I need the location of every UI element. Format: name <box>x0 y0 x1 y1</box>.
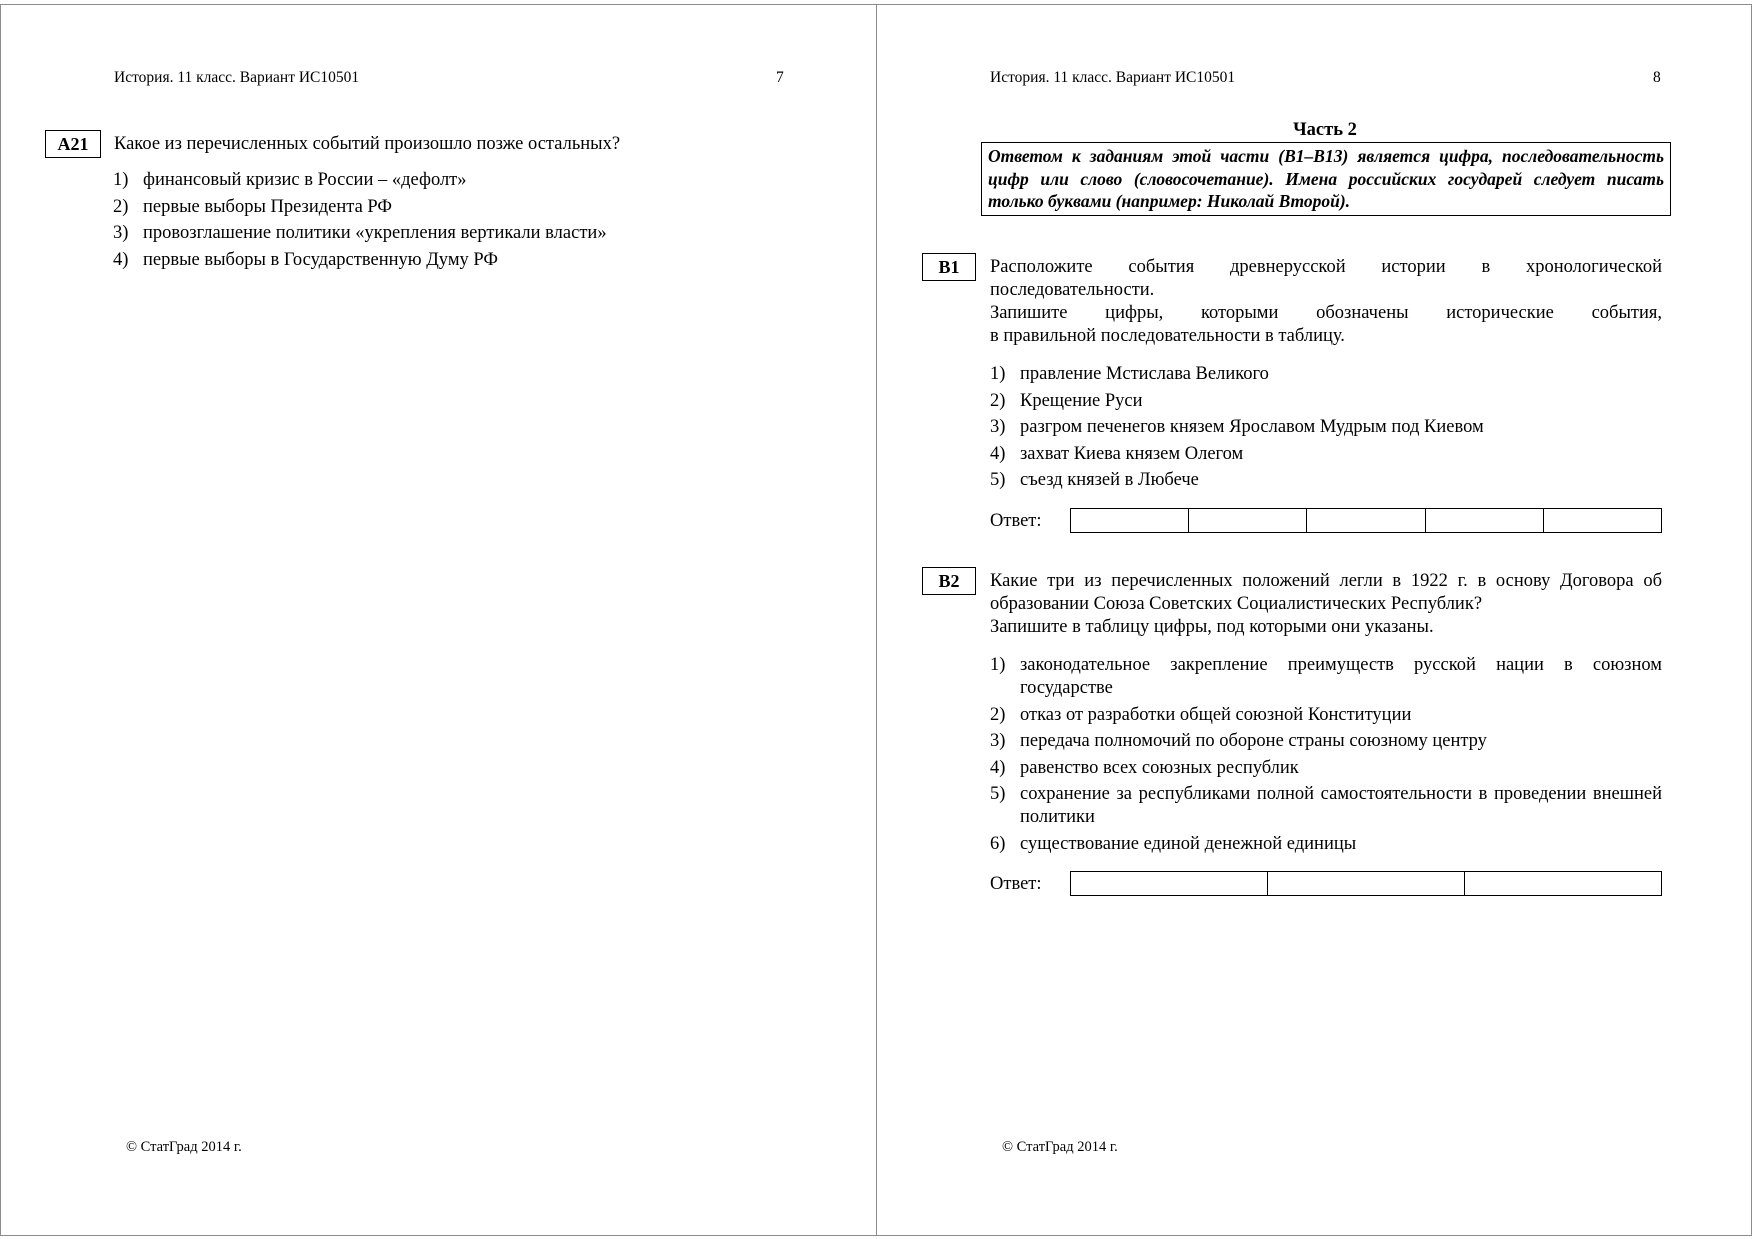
instruction-text: Ответом к заданиям этой части (В1–В13) является цифра, последовательность цифр или слово (словосочетание). Имена российских государей следует писать только буквами (например: Николай Второй). <box>988 146 1664 211</box>
option-number: 6) <box>990 833 1006 854</box>
page-footer: © СтатГрад 2014 г. <box>1002 1139 1118 1155</box>
answer-cell[interactable] <box>1071 509 1188 532</box>
option-number: 4) <box>990 443 1006 464</box>
question-line: в правильной последовательности в таблицу. <box>990 326 1345 346</box>
list-item <box>113 222 793 245</box>
option-number: 1) <box>113 170 129 190</box>
option-text: съезд князей в Любече <box>1020 470 1199 490</box>
list-item <box>113 169 793 192</box>
option-text: передача полномочий по обороне страны союзному центру <box>1020 731 1487 751</box>
answer-cell[interactable] <box>1306 509 1424 532</box>
list-item <box>113 196 793 219</box>
question-text: Какое из перечисленных событий произошло позже остальных? <box>114 134 621 154</box>
option-number: 3) <box>113 223 129 243</box>
answer-options <box>113 169 793 275</box>
question-line: Расположите события древнерусской истории в хронологической <box>990 257 1662 277</box>
option-number: 2) <box>113 196 129 217</box>
option-number: 4) <box>113 249 129 270</box>
page-footer: © СтатГрад 2014 г. <box>126 1139 242 1155</box>
answer-label: Ответ: <box>990 874 1042 894</box>
option-text: сохранение за республиками полной самостоятельности в проведении внешней политики <box>1020 784 1662 827</box>
list-item <box>990 390 1662 413</box>
question-line: Какие три из перечисленных положений легли в 1922 г. в основу Договора об <box>990 571 1662 591</box>
answer-cell[interactable] <box>1267 872 1464 895</box>
part-title: Часть 2 <box>1293 120 1357 140</box>
option-text: разгром печенегов князем Ярославом Мудрым под Киевом <box>1020 417 1484 437</box>
page-header: История. 11 класс. Вариант ИС10501 <box>114 69 360 86</box>
answer-cell[interactable] <box>1071 872 1267 895</box>
option-number: 2) <box>990 390 1006 411</box>
page-number: 8 <box>1653 69 1661 86</box>
question-line: образовании Союза Советских Социалистических Республик? <box>990 594 1483 614</box>
option-text: правление Мстислава Великого <box>1020 364 1269 384</box>
option-text: отказ от разработки общей союзной Конституции <box>1020 704 1412 725</box>
option-text: провозглашение политики «укрепления вертикали власти» <box>143 223 607 243</box>
question-line: последовательности. <box>990 280 1155 300</box>
option-text: захват Киева князем Олегом <box>1020 443 1244 464</box>
answer-label: Ответ: <box>990 511 1042 531</box>
answer-cell[interactable] <box>1464 872 1661 895</box>
option-number: 1) <box>990 364 1006 384</box>
page-number: 7 <box>776 69 784 86</box>
question-text <box>990 256 1662 348</box>
question-line: Запишите цифры, которыми обозначены исторические события, <box>990 303 1662 323</box>
list-item <box>990 704 1662 727</box>
option-text: законодательное закрепление преимуществ русской нации в союзном государстве <box>1020 655 1662 698</box>
option-number: 5) <box>990 470 1006 490</box>
list-item <box>990 469 1662 492</box>
list-item <box>990 783 1662 829</box>
option-text: равенство всех союзных республик <box>1020 757 1299 778</box>
answer-grid <box>1070 871 1662 896</box>
option-text: первые выборы в Государственную Думу РФ <box>143 249 498 270</box>
list-item <box>990 443 1662 466</box>
instruction-box <box>981 142 1671 216</box>
list-item <box>990 416 1662 439</box>
answer-options <box>990 654 1662 859</box>
question-id-box: В1 <box>922 253 976 281</box>
option-text: финансовый кризис в России – «дефолт» <box>143 170 467 190</box>
option-number: 3) <box>990 417 1006 437</box>
list-item <box>990 363 1662 386</box>
option-number: 3) <box>990 731 1006 751</box>
list-item <box>990 730 1662 753</box>
list-item <box>990 654 1662 700</box>
answer-cell[interactable] <box>1543 509 1661 532</box>
question-id-box: В2 <box>922 567 976 595</box>
option-number: 1) <box>990 655 1006 675</box>
list-item <box>990 833 1662 856</box>
page-header: История. 11 класс. Вариант ИС10501 <box>990 69 1236 86</box>
list-item <box>990 757 1662 780</box>
option-number: 5) <box>990 784 1006 804</box>
answer-cell[interactable] <box>1425 509 1543 532</box>
option-number: 2) <box>990 704 1006 725</box>
option-text: существование единой денежной единицы <box>1020 833 1357 854</box>
list-item <box>113 249 793 272</box>
question-id-box: А21 <box>45 130 101 158</box>
question-text <box>990 570 1662 639</box>
option-text: Крещение Руси <box>1020 390 1143 411</box>
page-divider <box>876 4 877 1236</box>
answer-grid <box>1070 508 1662 533</box>
answer-options <box>990 363 1662 496</box>
option-number: 4) <box>990 757 1006 778</box>
option-text: первые выборы Президента РФ <box>143 196 393 217</box>
question-line: Запишите в таблицу цифры, под которыми они указаны. <box>990 617 1434 637</box>
answer-cell[interactable] <box>1188 509 1306 532</box>
